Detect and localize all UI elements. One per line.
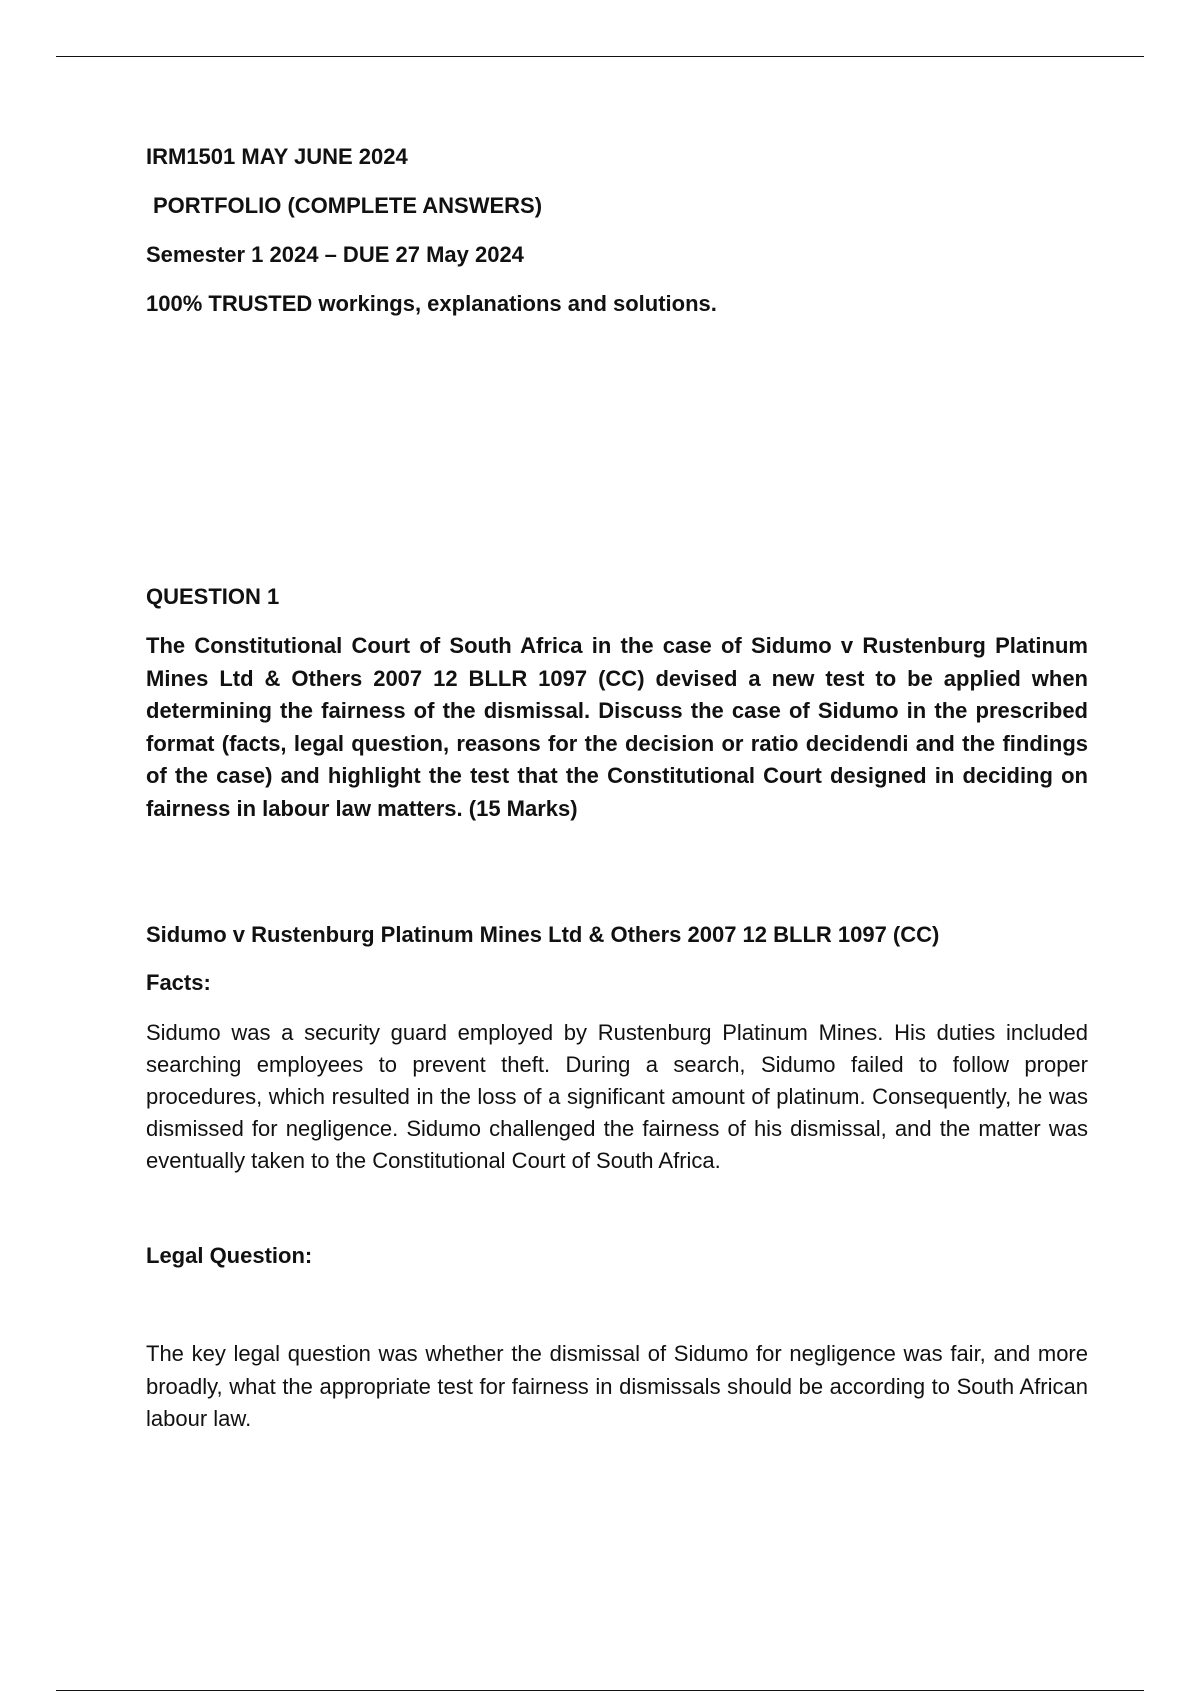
document-header xyxy=(146,144,1088,340)
case-title: Sidumo v Rustenburg Platinum Mines Ltd & Others 2007 12 BLLR 1097 (CC) xyxy=(146,922,940,947)
course-title: IRM1501 MAY JUNE 2024 xyxy=(146,144,408,169)
question-heading: QUESTION 1 xyxy=(146,584,280,609)
facts-heading: Facts: xyxy=(146,970,211,995)
trust-statement: 100% TRUSTED workings, explanations and solutions. xyxy=(146,291,717,316)
portfolio-title: PORTFOLIO (COMPLETE ANSWERS) xyxy=(153,193,543,218)
legal-question-heading: Legal Question: xyxy=(146,1243,313,1268)
facts-paragraph: Sidumo was a security guard employed by Rustenburg Platinum Mines. His duties included searching employees to prevent theft. During a search, Sidumo failed to follow proper procedures, which resulted in the loss of a significant amount of platinum. Consequently, he was dismissed for negligence. Sidumo challenged the fairness of his dismissal, and the matter was eventually taken to the Constitutional Court of South Africa. xyxy=(146,1020,1088,1173)
question-text: The Constitutional Court of South Africa in the case of Sidumo v Rustenburg Platinum Mines Ltd & Others 2007 12 BLLR 1097 (CC) devised a new test to be applied when determining the fairness of the dismissal. Discuss the case of Sidumo in the prescribed format (facts, legal question, reasons for the decision or ratio decidendi and the findings of the case) and highlight the test that the Constitutional Court designed in deciding on fairness in labour law matters. (15 Marks) xyxy=(146,633,1088,821)
legal-question-paragraph: The key legal question was whether the dismissal of Sidumo for negligence was fair, and more broadly, what the appropriate test for fairness in dismissals should be according to South African labour law. xyxy=(146,1341,1088,1431)
bottom-divider xyxy=(56,1690,1144,1691)
top-divider xyxy=(56,56,1144,57)
due-date-line: Semester 1 2024 – DUE 27 May 2024 xyxy=(146,242,524,267)
